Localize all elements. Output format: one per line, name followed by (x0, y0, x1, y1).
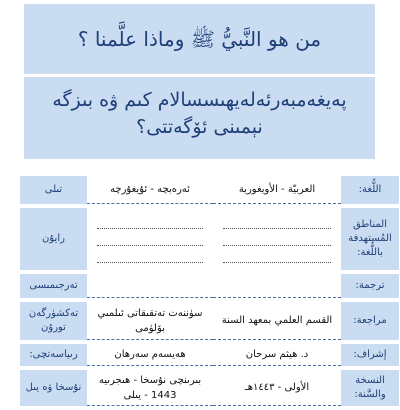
uyghur-label-supervision: رىياسەتچى: (20, 344, 87, 366)
row-supervision (20, 344, 399, 366)
row-language (20, 176, 399, 204)
dotted-line (97, 250, 203, 263)
row-edition (20, 370, 399, 406)
row-review (20, 302, 399, 340)
value-supervision-arabic: د. هيثم سرحان (213, 344, 341, 366)
value-edition-arabic: الأولى - ١٤٤٣هـ (213, 370, 341, 406)
row-regions (20, 208, 399, 270)
value-regions-arabic (213, 208, 341, 270)
arabic-title: من هو النَّبيُّ ﷺ وماذا علَّمنا ؟ (24, 4, 375, 74)
value-review-arabic: القسم العلمي بمعهد السنة (213, 302, 341, 340)
uyghur-label-review: تەكشۈرگەن تورۇن (20, 302, 87, 340)
title-bottom-band (24, 151, 375, 159)
label-language: اللُّغة: (341, 176, 399, 204)
book-metadata-table (20, 172, 399, 410)
dotted-line (223, 216, 331, 229)
label-review: مراجعة: (341, 302, 399, 340)
value-review-uyghur: سۈننەت تەتقىقاتى ئىلمىي بۆلۈمى (87, 302, 213, 340)
dotted-line (223, 250, 331, 263)
uyghur-label-regions: رايۇن (20, 208, 87, 270)
label-edition: النسخة والسَّنة: (341, 370, 399, 406)
value-language-arabic: العربيّة - الأويغورية (213, 176, 341, 204)
label-supervision: إشراف: (341, 344, 399, 366)
dotted-line (97, 216, 203, 229)
value-edition-uyghur: بىرىنچى نۇسخا - ھىجرىيە 1443 - يىلى (87, 370, 213, 406)
dotted-line (97, 233, 203, 246)
value-translation-uyghur (87, 274, 213, 298)
value-regions-uyghur (87, 208, 213, 270)
label-translation: ترجمة: (341, 274, 399, 298)
uyghur-label-edition: نۇسخا ۋە يىل (20, 370, 87, 406)
uyghur-title (24, 77, 375, 151)
value-language-uyghur: ئەرەبچە - ئۇيغۇرچە (87, 176, 213, 204)
dotted-line (223, 233, 331, 246)
uyghur-label-translation: تەرجىمىسى (20, 274, 87, 298)
uyghur-title-line-2: نېمىنى ئۆگەتتى؟ (136, 116, 263, 138)
uyghur-label-language: تىلى (20, 176, 87, 204)
uyghur-title-line-1: پەيغەمبەرئەلەيھىسسالام كىم ۋە بىزگە (52, 89, 347, 111)
value-translation-arabic (213, 274, 341, 298)
row-translation (20, 274, 399, 298)
value-supervision-uyghur: ھەيسەم سەرھان (87, 344, 213, 366)
label-regions: المناطق المُستهدفة باللُّغة: (341, 208, 399, 270)
